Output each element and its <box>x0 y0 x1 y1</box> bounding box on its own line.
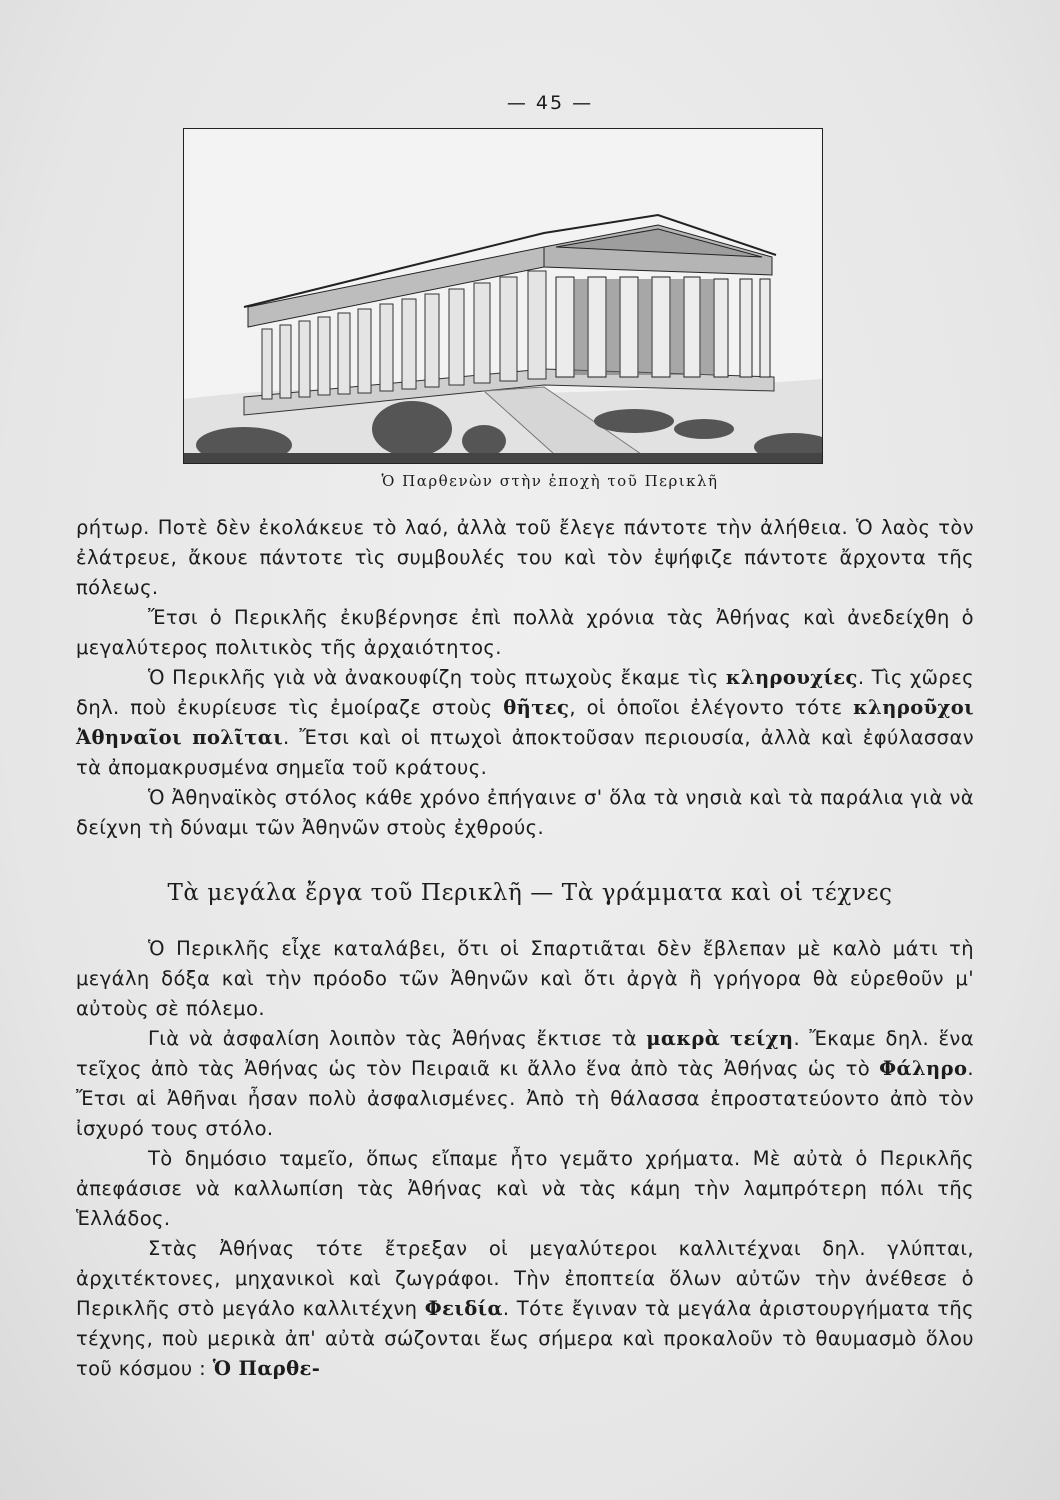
page-number: — 45 — <box>506 92 594 114</box>
text-run: Στὰς Ἀθήνας τότε ἔτρεξαν οἱ μεγαλύτεροι καλλιτέχναι δηλ. γλύπται, ἀρχιτέκτονες, μηχανικοὶ καὶ ζωγράφοι. Τὴν ἐποπτεία ὅλων αὐτῶν τὴν ἀνέθεσε ὁ Περικλῆς στὸ μεγάλο καλλιτέχνη <box>76 1237 974 1320</box>
bold-term: θῆτες <box>503 696 570 719</box>
section-paragraph-4 <box>76 1234 974 1384</box>
text-run: Ὁ Περικλῆς εἶχε καταλάβει, ὅτι οἱ Σπαρτιᾶται δὲν ἔβλεπαν μὲ καλὸ μάτι τὴ μεγάλη δόξα καὶ τὴν πρόοδο τῶν Ἀθηνῶν καὶ ὅτι ἀργὰ ἢ γρήγορα θὰ εὑρεθοῦν μ' αὐτοὺς σὲ πόλεμο. <box>76 937 974 1020</box>
bold-term: Ὁ Παρθε- <box>212 1357 321 1380</box>
text-run: . Ἔτσι αἱ Ἀθῆναι ἦσαν πολὺ ἀσφαλισμένες. Ἀπὸ τὴ θάλασσα ἐπροστατεύοντο ἀπὸ τὸν ἰσχυρό τους στόλο. <box>76 1057 974 1140</box>
text-run: Τὸ δημόσιο ταμεῖο, ὅπως εἴπαμε ἦτο γεμᾶτο χρήματα. Μὲ αὐτὰ ὁ Περικλῆς ἀπεφάσισε νὰ καλλωπίση τὰς Ἀθήνας καὶ νὰ τὰς κάμη τὴν λαμπρότερη πόλι τῆς Ἑλλάδος. <box>76 1147 974 1230</box>
figure-caption: Ὁ Παρθενὼν στὴν ἐποχὴ τοῦ Περικλῆ <box>381 472 719 490</box>
intro-paragraph-2 <box>76 603 974 663</box>
text-run: Γιὰ νὰ ἀσφαλίση λοιπὸν τὰς Ἀθήνας ἔκτισε τὰ <box>148 1027 647 1050</box>
section-text <box>76 934 974 1384</box>
bold-term: κληρουχίες <box>725 666 858 689</box>
text-run: . Τότε ἔγιναν τὰ μεγάλα ἀριστουργήματα τῆς τέχνης, ποὺ μερικὰ ἀπ' αὐτὰ σώζονται ἕως σήμερα καὶ προκαλοῦν τὸ θαυμασμὸ ὅλου τοῦ κόσμου : <box>76 1297 974 1380</box>
section-paragraph-2 <box>76 1024 974 1144</box>
section-heading: Τὰ μεγάλα ἔργα τοῦ Περικλῆ — Τὰ γράμματα καὶ οἱ τέχνες <box>167 880 893 906</box>
text-run: Ὁ Ἀθηναϊκὸς στόλος κάθε χρόνο ἐπήγαινε σ' ὅλα τὰ νησιὰ καὶ τὰ παράλια γιὰ νὰ δείχνη τὴ δύναμι τῶν Ἀθηνῶν στοὺς ἐχθρούς. <box>76 786 974 839</box>
bold-term: κληροῦχοι Ἀθηναῖοι πολῖται <box>76 696 974 749</box>
intro-text <box>76 513 974 843</box>
intro-paragraph-3 <box>76 663 974 783</box>
text-run: . Τὶς χῶρες δηλ. ποὺ ἐκυρίευσε τὶς ἐμοίραζε στοὺς <box>76 666 974 719</box>
bold-term: Φειδία <box>424 1297 503 1320</box>
section-paragraph-1 <box>76 934 974 1024</box>
intro-paragraph-4 <box>76 783 974 843</box>
bold-term: μακρὰ τείχη <box>646 1027 794 1050</box>
parthenon-illustration <box>183 128 823 464</box>
text-run: . Ἔκαμε δηλ. ἕνα τεῖχος ἀπὸ τὰς Ἀθήνας ὡς τὸν Πειραιᾶ κι ἄλλο ἕνα ἀπὸ τὰς Ἀθήνας ὡς τὸ <box>76 1027 974 1080</box>
intro-paragraph-1 <box>76 513 974 603</box>
text-run: . Ἔτσι καὶ οἱ πτωχοὶ ἀποκτοῦσαν περιουσία, ἀλλὰ καὶ ἐφύλασσαν τὰ ἀπομακρυσμένα σημεῖα τοῦ κράτους. <box>76 726 974 779</box>
text-run: Ἔτσι ὁ Περικλῆς ἐκυβέρνησε ἐπὶ πολλὰ χρόνια τὰς Ἀθήνας καὶ ἀνεδείχθη ὁ μεγαλύτερος πολιτικὸς τῆς ἀρχαιότητος. <box>76 606 974 659</box>
parthenon-drawing <box>184 129 822 463</box>
bold-term: Φάληρο <box>879 1057 968 1080</box>
section-paragraph-3 <box>76 1144 974 1234</box>
text-run: , οἱ ὁποῖοι ἐλέγοντο τότε <box>569 696 854 719</box>
text-run: Ὁ Περικλῆς γιὰ νὰ ἀνακουφίζη τοὺς πτωχοὺς ἔκαμε τὶς <box>148 666 726 689</box>
text-run: ρήτωρ. Ποτὲ δὲν ἐκολάκευε τὸ λαό, ἀλλὰ τοῦ ἔλεγε πάντοτε τὴν ἀλήθεια. Ὁ λαὸς τὸν ἐλάτρευε, ἄκουε πάντοτε τὶς συμβουλές του καὶ τὸν ἐψήφιζε πάντοτε ἄρχοντα τῆς πόλεως. <box>76 516 974 599</box>
